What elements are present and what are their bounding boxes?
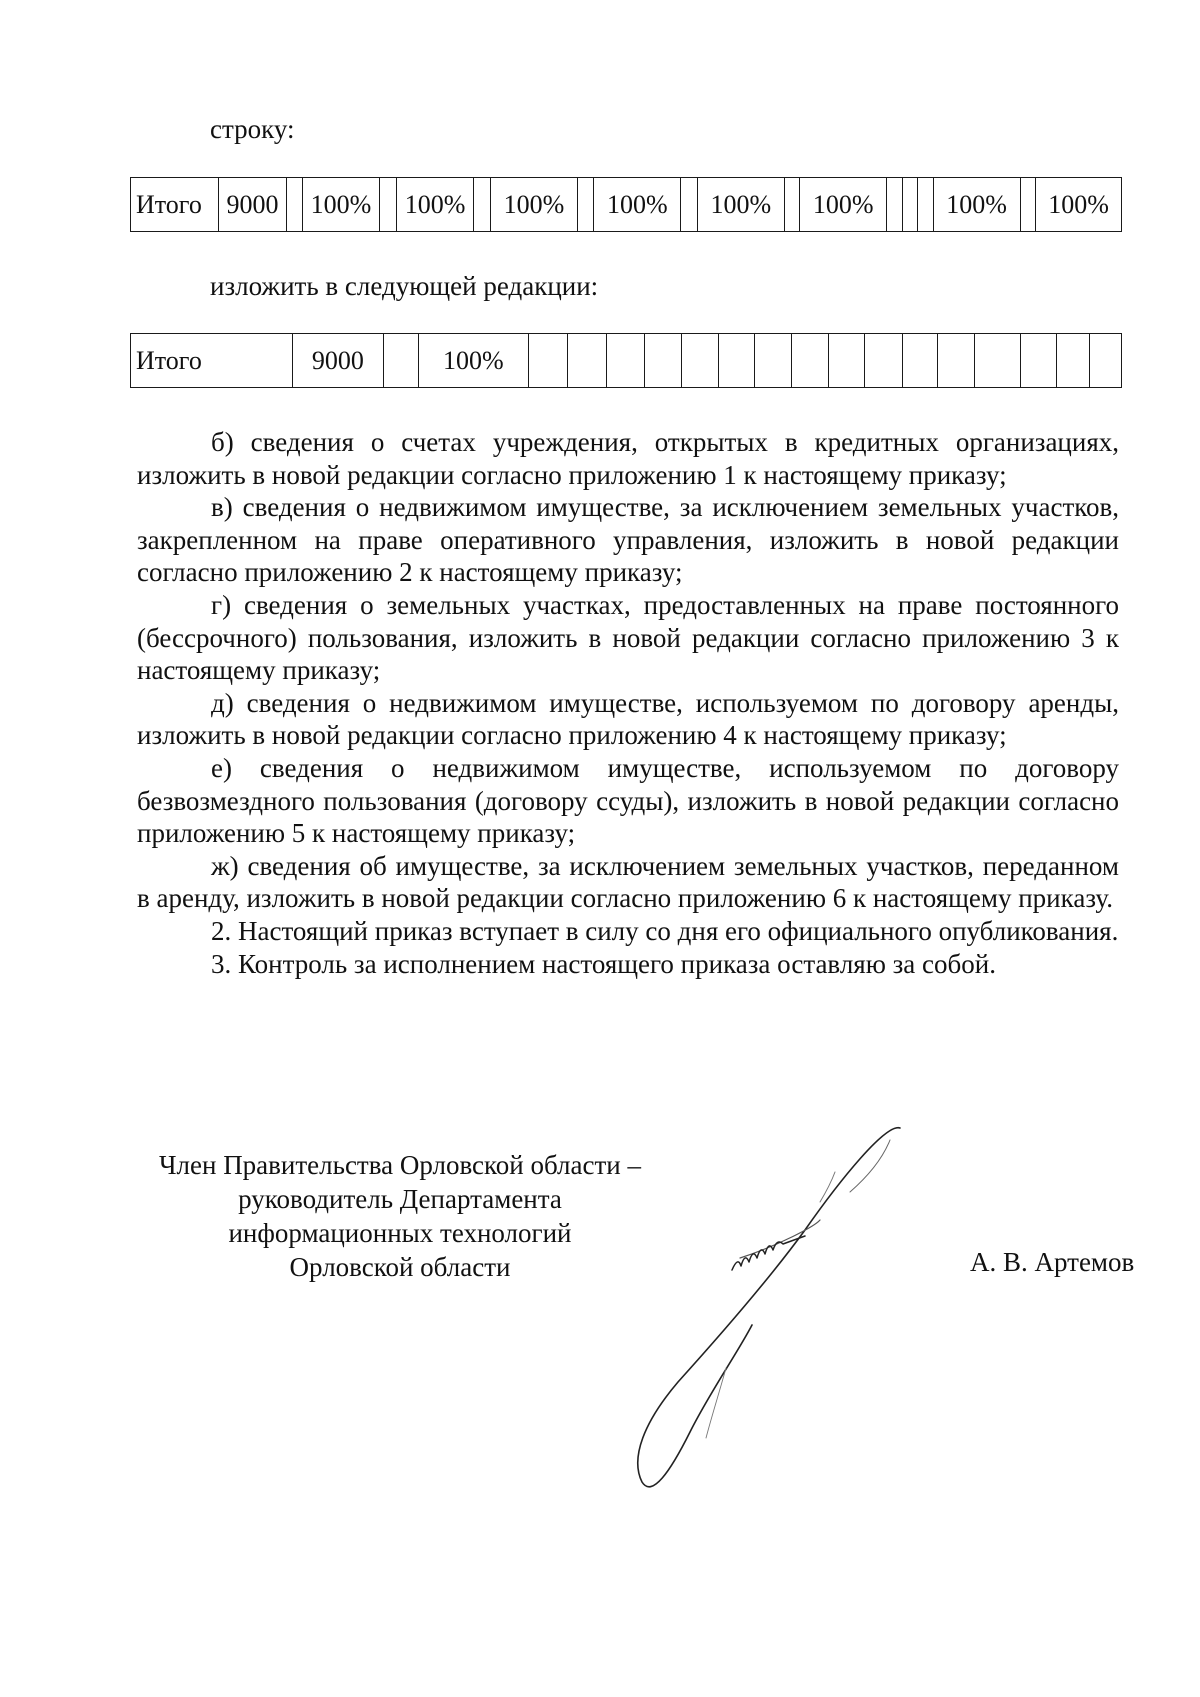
signer-position [130, 1148, 670, 1284]
signer-line: Орловской области [289, 1252, 511, 1282]
table-cell [719, 334, 755, 388]
table-cell [902, 334, 938, 388]
table-cell [1090, 334, 1122, 388]
table-cell: 100% [697, 178, 784, 232]
table-cell: 9000 [293, 334, 383, 388]
table-row [131, 334, 1122, 388]
signature-icon [620, 1120, 920, 1500]
paragraph-d: д) сведения о недвижимом имуществе, используемом по договору аренды, изложить в новой редакции согласно приложению 4 к настоящему приказу; [137, 687, 1119, 751]
paragraph-2: 2. Настоящий приказ вступает в силу со дня его официального опубликования. [211, 915, 1119, 946]
intro-line: строку: [210, 114, 295, 144]
table-cell [383, 334, 419, 388]
paragraph-zh: ж) сведения об имуществе, за исключением земельных участков, переданном в аренду, изложить в новой редакции согласно приложению 6 к настоящему приказу. [137, 850, 1119, 914]
table-cell [918, 178, 934, 232]
table-cell [568, 334, 607, 388]
table-cell [865, 334, 903, 388]
table-cell [792, 334, 829, 388]
table-cell: 100% [933, 178, 1020, 232]
signer-line: информационных технологий [228, 1218, 572, 1248]
table-cell [577, 178, 594, 232]
table-cell [681, 334, 719, 388]
paragraph-b: б) сведения о счетах учреждения, открытых в кредитных организациях, изложить в новой редакции согласно приложению 1 к настоящему приказу; [137, 427, 1119, 490]
old-total-row-table [130, 177, 1122, 232]
paragraph-e: е) сведения о недвижимом имуществе, используемом по договору безвозмездного пользования (договору ссуды), изложить в новой редакции согласно приложению 5 к настоящему приказу; [137, 752, 1119, 849]
table-cell: 100% [800, 178, 887, 232]
signer-name: А. В. Артемов [970, 1247, 1135, 1277]
table-cell: 100% [490, 178, 577, 232]
middle-line: изложить в следующей редакции: [210, 271, 599, 301]
table-cell: 9000 [218, 178, 286, 232]
paragraph-3: 3. Контроль за исполнением настоящего приказа оставляю за собой. [211, 948, 996, 979]
signer-line: руководитель Департамента [238, 1184, 562, 1214]
table-cell [287, 178, 303, 232]
table-cell: Итого [131, 178, 219, 232]
table-cell [1021, 334, 1057, 388]
table-cell: 100% [1036, 178, 1122, 232]
paragraph-v: в) сведения о недвижимом имуществе, за исключением земельных участков, закрепленном на праве оперативного управления, изложить в новой редакции согласно приложению 2 к настоящему приказу; [137, 492, 1119, 588]
new-total-row-table [130, 333, 1122, 388]
table-cell [681, 178, 698, 232]
table-cell [380, 178, 397, 232]
table-cell [606, 334, 645, 388]
table-cell [887, 178, 903, 232]
table-row [131, 178, 1122, 232]
table-cell [754, 334, 792, 388]
table-cell: Итого [131, 334, 293, 388]
table-cell [974, 334, 1021, 388]
table-cell [828, 334, 865, 388]
table-cell [1056, 334, 1089, 388]
table-cell: 100% [594, 178, 681, 232]
table-cell [474, 178, 491, 232]
signer-line: Член Правительства Орловской области – [158, 1150, 641, 1180]
paragraph-g: г) сведения о земельных участках, предоставленных на праве постоянного (бессрочного) пользования, изложить в новой редакции согласно приложению 3 к настоящему приказу; [137, 589, 1119, 686]
table-cell: 100% [302, 178, 380, 232]
table-cell [1020, 178, 1036, 232]
table-cell [784, 178, 800, 232]
table-cell: 100% [419, 334, 529, 388]
table-cell [528, 334, 568, 388]
table-cell [645, 334, 682, 388]
order-body-text [137, 426, 1119, 980]
table-cell: 100% [396, 178, 474, 232]
table-cell [938, 334, 975, 388]
table-cell [902, 178, 918, 232]
